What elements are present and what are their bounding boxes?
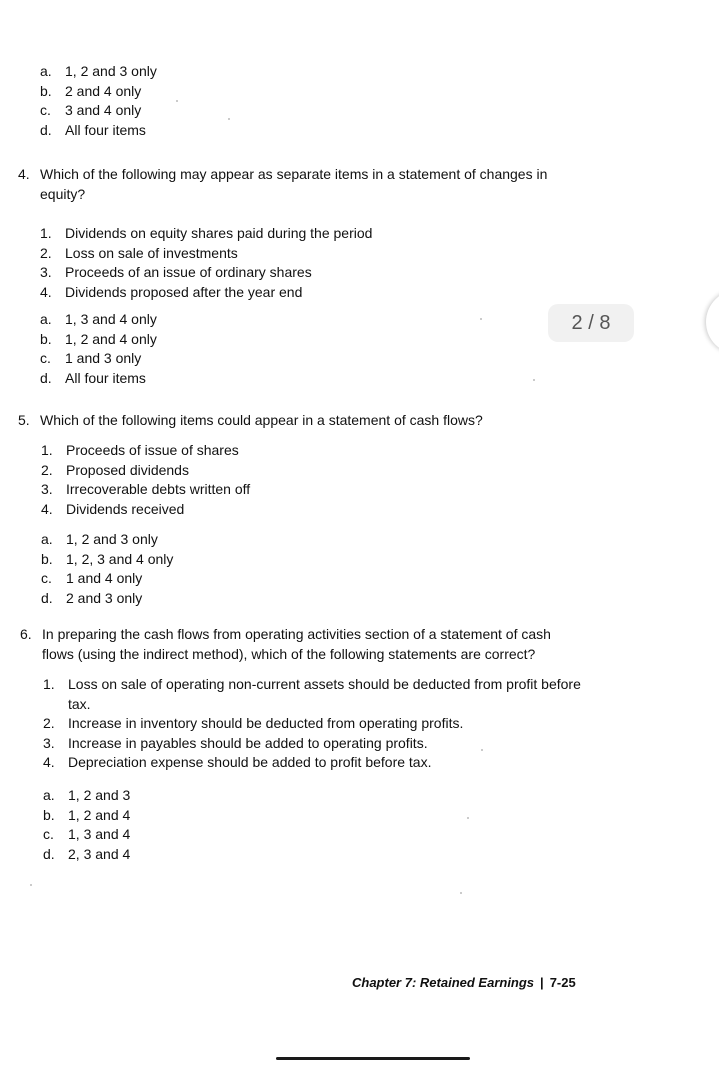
option-item xyxy=(43,786,130,806)
item-text: Proposed dividends xyxy=(66,461,189,478)
statement-item xyxy=(41,441,250,461)
option-text: 1, 3 and 4 xyxy=(68,826,131,842)
statement-item xyxy=(40,244,372,264)
statement-item xyxy=(43,675,588,714)
question-text: In preparing the cash flows from operating activities section of a statement of cash flows (using the indirect method), which of the following statements are correct? xyxy=(42,626,551,662)
scan-speck xyxy=(460,892,462,894)
item-text: Irrecoverable debts written off xyxy=(66,481,251,497)
option-text: 1, 2 and 3 only xyxy=(66,531,158,547)
option-item xyxy=(40,369,157,389)
page-footer xyxy=(352,975,576,990)
option-text: 1, 2 and 3 only xyxy=(65,63,157,79)
item-number: 4. xyxy=(43,754,55,770)
statement-item xyxy=(41,500,250,520)
option-text: 1, 2 and 3 xyxy=(68,787,131,803)
scan-speck xyxy=(480,318,482,320)
option-text: 2 and 4 only xyxy=(65,82,142,99)
item-text: Dividends on equity shares paid during the period xyxy=(65,225,373,241)
option-letter: c. xyxy=(41,570,52,586)
option-letter: a. xyxy=(43,787,55,803)
footer-page-number: 7-25 xyxy=(549,975,576,990)
item-text: Loss on sale of operating non-current assets should be deducted from profit before tax. xyxy=(68,676,581,712)
q3-options xyxy=(40,62,157,140)
scan-speck xyxy=(467,817,469,819)
option-text: 1, 2, 3 and 4 only xyxy=(66,550,174,567)
footer-chapter: Chapter 7: Retained Earnings xyxy=(352,975,535,990)
option-letter: d. xyxy=(40,121,52,138)
option-letter: d. xyxy=(43,845,55,862)
statement-item xyxy=(40,263,372,283)
item-number: 2. xyxy=(41,461,53,478)
q4-items xyxy=(40,224,372,302)
item-text: Proceeds of an issue of ordinary shares xyxy=(65,264,312,280)
option-item xyxy=(41,589,173,609)
question-number: 5. xyxy=(18,412,30,428)
item-text: Increase in payables should be added to operating profits. xyxy=(68,734,428,751)
option-text: 2 and 3 only xyxy=(66,589,143,606)
item-number: 4. xyxy=(41,500,53,517)
scan-speck xyxy=(533,379,535,381)
option-text: All four items xyxy=(65,369,146,386)
question-5 xyxy=(18,411,588,431)
option-item xyxy=(40,310,157,330)
option-item xyxy=(40,82,157,102)
item-number: 2. xyxy=(40,244,52,261)
question-text: Which of the following items could appear in a statement of cash flows? xyxy=(40,412,483,428)
q4-options xyxy=(40,310,157,388)
option-letter: d. xyxy=(40,369,52,386)
option-item xyxy=(43,806,130,826)
option-item xyxy=(40,349,157,369)
option-item xyxy=(40,62,157,82)
item-number: 2. xyxy=(43,715,55,731)
q6-items xyxy=(43,675,588,773)
option-letter: b. xyxy=(40,82,52,99)
statement-item xyxy=(41,461,250,481)
option-text: 1, 2 and 4 xyxy=(68,806,131,823)
option-letter: c. xyxy=(40,102,51,118)
q5-items xyxy=(41,441,250,519)
question-text: Which of the following may appear as separate items in a statement of changes in equity? xyxy=(40,166,548,202)
statement-item xyxy=(43,753,588,773)
option-item xyxy=(40,121,157,141)
statement-item xyxy=(41,480,250,500)
item-text: Proceeds of issue of shares xyxy=(66,442,239,458)
footer-separator: | xyxy=(540,975,544,990)
statement-item xyxy=(40,224,372,244)
scan-speck xyxy=(176,100,178,102)
bottom-rule xyxy=(276,1057,470,1060)
option-letter: b. xyxy=(43,806,55,823)
question-6 xyxy=(20,625,580,664)
question-number: 6. xyxy=(20,626,32,642)
option-text: 1 and 3 only xyxy=(65,350,142,366)
option-text: 1 and 4 only xyxy=(66,570,143,586)
item-number: 1. xyxy=(40,225,52,241)
option-letter: c. xyxy=(43,826,54,842)
item-number: 3. xyxy=(43,734,55,751)
option-letter: a. xyxy=(40,311,52,327)
option-text: 3 and 4 only xyxy=(65,102,142,118)
scan-speck xyxy=(228,118,230,120)
item-number: 1. xyxy=(41,442,53,458)
option-text: 1, 2 and 4 only xyxy=(65,330,157,347)
statement-item xyxy=(40,283,372,303)
q6-options xyxy=(43,786,130,864)
option-letter: c. xyxy=(40,350,51,366)
option-item xyxy=(40,330,157,350)
item-number: 3. xyxy=(40,264,52,280)
option-item xyxy=(41,569,173,589)
option-letter: b. xyxy=(41,550,53,567)
item-text: Loss on sale of investments xyxy=(65,244,238,261)
option-text: 1, 3 and 4 only xyxy=(65,311,157,327)
option-letter: d. xyxy=(41,589,53,606)
item-text: Dividends received xyxy=(66,500,185,517)
option-text: 2, 3 and 4 xyxy=(68,845,131,862)
scan-speck xyxy=(481,749,483,751)
option-item xyxy=(43,825,130,845)
item-text: Depreciation expense should be added to profit before tax. xyxy=(68,754,432,770)
item-number: 4. xyxy=(40,283,52,300)
item-text: Increase in inventory should be deducted from operating profits. xyxy=(68,715,464,731)
option-letter: b. xyxy=(40,330,52,347)
option-letter: a. xyxy=(41,531,53,547)
question-number: 4. xyxy=(18,166,30,182)
option-text: All four items xyxy=(65,121,146,138)
option-item xyxy=(41,550,173,570)
item-number: 1. xyxy=(43,676,55,692)
scan-speck xyxy=(30,884,32,886)
statement-item xyxy=(43,734,588,754)
option-item xyxy=(41,530,173,550)
option-letter: a. xyxy=(40,63,52,79)
option-item xyxy=(43,845,130,865)
question-4 xyxy=(18,165,588,204)
option-item xyxy=(40,101,157,121)
item-number: 3. xyxy=(41,481,53,497)
q5-options xyxy=(41,530,173,608)
item-text: Dividends proposed after the year end xyxy=(65,283,303,300)
statement-item xyxy=(43,714,588,734)
page-indicator: 2 / 8 xyxy=(548,304,634,342)
